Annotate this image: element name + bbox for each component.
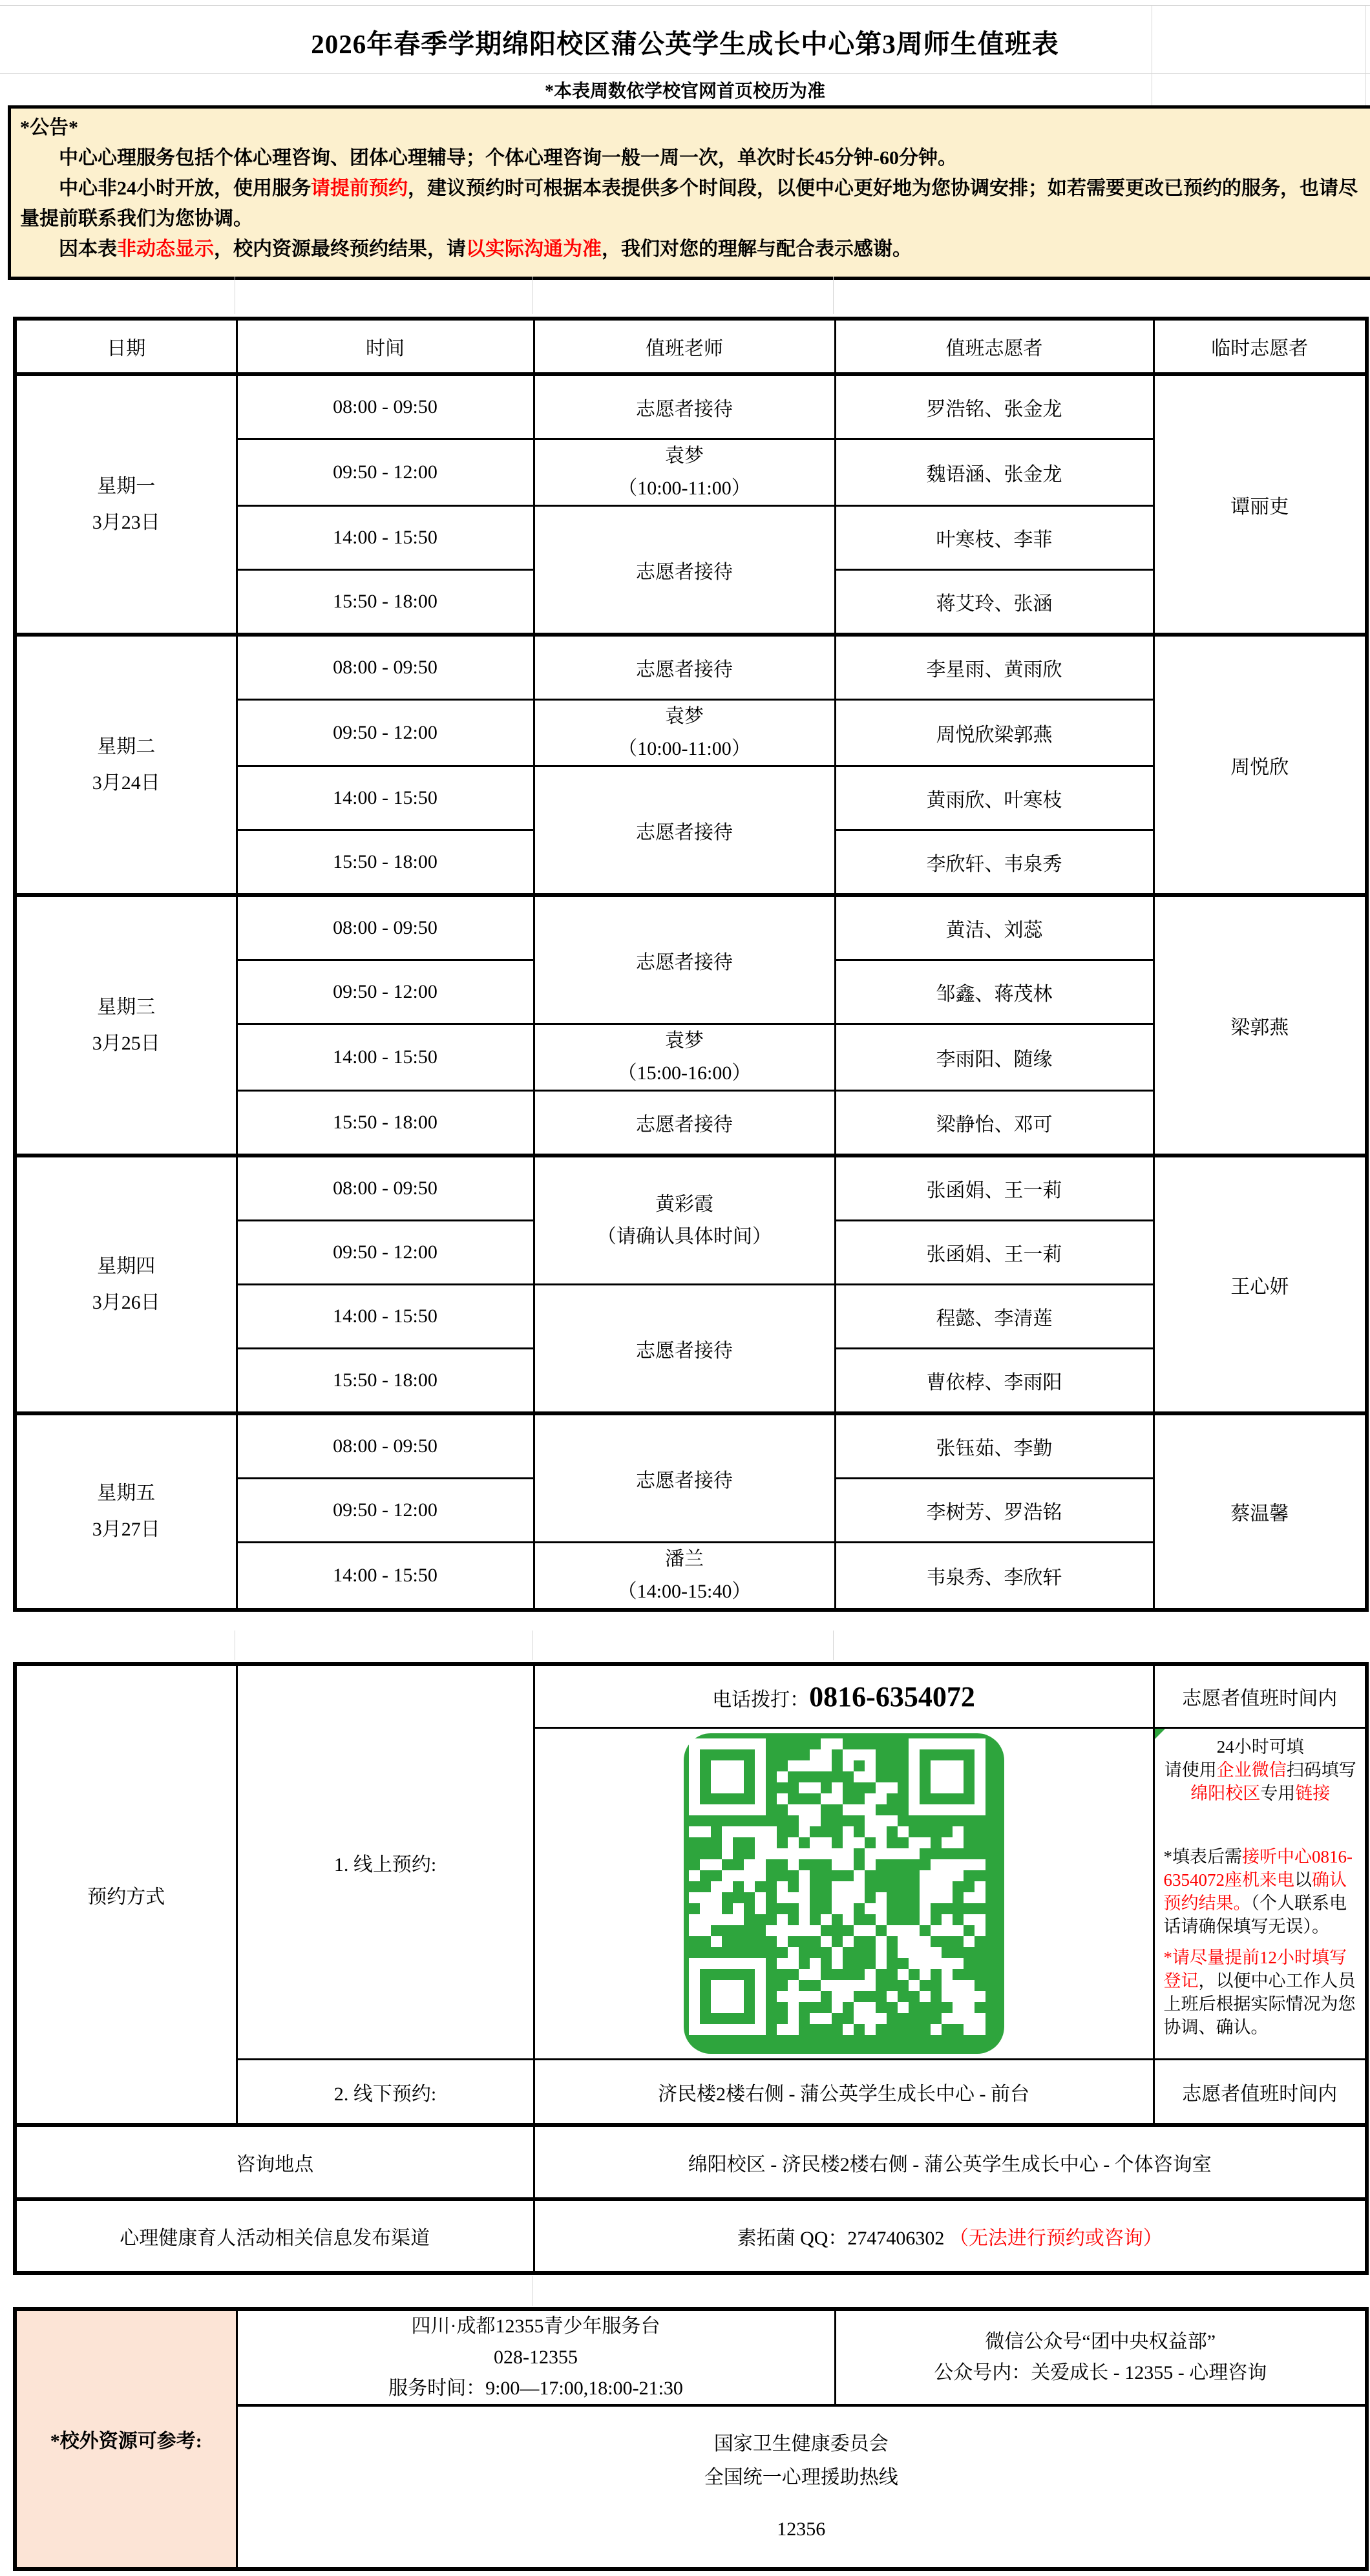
volunteer-cell: 魏语涵、张金龙: [835, 439, 1154, 506]
volunteer-cell: 罗浩铭、张金龙: [835, 374, 1154, 439]
booking-table: [13, 1662, 1369, 2275]
volunteer-cell: 周悦欣梁郭燕: [835, 700, 1154, 766]
teacher-cell: 袁梦 （10:00-11:00）: [534, 439, 835, 506]
time-cell: 08:00 - 09:50: [237, 635, 534, 700]
teacher-cell: 志愿者接待: [534, 1285, 835, 1414]
teacher-cell: 志愿者接待: [534, 506, 835, 635]
volunteer-cell: 蒋艾玲、张涵: [835, 570, 1154, 635]
volunteer-cell: 李树芳、罗浩铭: [835, 1479, 1154, 1543]
time-cell: 14:00 - 15:50: [237, 1285, 534, 1349]
qr-code-icon: [539, 1729, 1149, 2058]
teacher-cell: 志愿者接待: [534, 895, 835, 1024]
duty-time-cell: 志愿者值班时间内: [1154, 1664, 1367, 1728]
time-cell: 09:50 - 12:00: [237, 700, 534, 766]
consult-location-row: [15, 2125, 1367, 2199]
duty-schedule-table: [13, 317, 1369, 1612]
teacher-cell: 志愿者接待: [534, 635, 835, 700]
announcement-heading: *公告*: [20, 117, 78, 138]
table-header-row: [15, 319, 1367, 374]
gridline: [833, 1631, 834, 1660]
offline-location-cell: 济民楼2楼右侧 - 蒲公英学生成长中心 - 前台: [534, 2060, 1154, 2126]
day-cell-friday: 星期五 3月27日: [15, 1413, 237, 1610]
volunteer-cell: 韦泉秀、李欣轩: [835, 1543, 1154, 1610]
table-row: [15, 895, 1367, 960]
time-cell: 15:50 - 18:00: [237, 1091, 534, 1156]
wechat-account-cell: 微信公众号“团中央权益部” 公众号内：关爱成长 - 12355 - 心理咨询: [835, 2309, 1367, 2405]
consult-location-label: 咨询地点: [15, 2125, 534, 2199]
time-cell: 09:50 - 12:00: [237, 960, 534, 1024]
announcement-box: [8, 105, 1370, 280]
qr-code-cell: [534, 1728, 1154, 2060]
day-cell-tuesday: 星期二 3月24日: [15, 635, 237, 895]
volunteer-cell: 邹鑫、蒋茂林: [835, 960, 1154, 1024]
temp-volunteer-cell: 蔡温馨: [1154, 1413, 1367, 1610]
national-hotline-cell: 国家卫生健康委员会 全国统一心理援助热线 12356: [237, 2405, 1367, 2569]
teacher-cell: 黄彩霞 （请确认具体时间）: [534, 1156, 835, 1285]
teacher-cell: 袁梦 （10:00-11:00）: [534, 700, 835, 766]
info-channel-row: [15, 2199, 1367, 2273]
teacher-cell: 袁梦 （15:00-16:00）: [534, 1024, 835, 1091]
temp-volunteer-cell: 梁郭燕: [1154, 895, 1367, 1156]
sichuan-12355-cell: 四川·成都12355青少年服务台 028-12355 服务时间：9:00—17:00,18:00-21:30: [237, 2309, 835, 2405]
col-header-time: 时间: [237, 319, 534, 374]
time-cell: 08:00 - 09:50: [237, 1413, 534, 1479]
teacher-cell: 志愿者接待: [534, 1091, 835, 1156]
announcement-p3: 因本表非动态显示，校内资源最终预约结果，请以实际沟通为准，我们对您的理解与配合表示感谢。: [59, 238, 912, 260]
volunteer-cell: 张函娟、王一莉: [835, 1221, 1154, 1285]
external-resources-table: [13, 2307, 1369, 2571]
volunteer-cell: 张函娟、王一莉: [835, 1156, 1154, 1221]
volunteer-cell: 黄洁、刘蕊: [835, 895, 1154, 960]
comment-marker-icon: [1155, 1729, 1165, 1739]
time-cell: 08:00 - 09:50: [237, 374, 534, 439]
time-cell: 14:00 - 15:50: [237, 1024, 534, 1091]
phone-booking-row: [15, 1664, 1367, 1728]
time-cell: 14:00 - 15:50: [237, 766, 534, 830]
time-cell: 15:50 - 18:00: [237, 830, 534, 896]
booking-method-label: 预约方式: [15, 1664, 237, 2125]
time-cell: 15:50 - 18:00: [237, 1349, 534, 1414]
day-cell-monday: 星期一 3月23日: [15, 374, 237, 635]
time-cell: 09:50 - 12:00: [237, 1479, 534, 1543]
table-row: [15, 374, 1367, 439]
subtitle-row: [0, 74, 1370, 105]
time-cell: 09:50 - 12:00: [237, 1221, 534, 1285]
volunteer-cell: 张钰茹、李勤: [835, 1413, 1154, 1479]
volunteer-cell: 程懿、李清莲: [835, 1285, 1154, 1349]
table-row: [15, 1156, 1367, 1221]
duty-time-cell: 志愿者值班时间内: [1154, 2060, 1367, 2126]
volunteer-cell: 叶寒枝、李菲: [835, 506, 1154, 570]
table-row: [15, 635, 1367, 700]
col-header-temp-volunteer: 临时志愿者: [1154, 319, 1367, 374]
info-channel-label: 心理健康育人活动相关信息发布渠道: [15, 2199, 534, 2273]
external-row-1: [15, 2309, 1367, 2405]
announcement-p2: 中心非24小时开放，使用服务请提前预约，建议预约时可根据本表提供多个时间段，以便中心更好地为您协调安排；如若需要更改已预约的服务，也请尽量提前联系我们为您协调。: [20, 178, 1358, 229]
teacher-cell: 志愿者接待: [534, 1413, 835, 1543]
announcement-p1: 中心心理服务包括个体心理咨询、团体心理辅导；个体心理咨询一般一周一次，单次时长45分钟-60分钟。: [59, 147, 957, 169]
col-header-date: 日期: [15, 319, 237, 374]
title-row: [0, 10, 1370, 74]
gridline: [833, 277, 834, 314]
external-resources-label: *校外资源可参考:: [15, 2309, 237, 2569]
temp-volunteer-cell: 谭丽吏: [1154, 374, 1367, 635]
col-header-teacher: 值班老师: [534, 319, 835, 374]
page-subtitle: *本表周数依学校官网首页校历为准: [544, 81, 825, 101]
volunteer-cell: 李雨阳、随缘: [835, 1024, 1154, 1091]
phone-number-cell: 电话拨打：0816-6354072: [534, 1664, 1154, 1728]
time-cell: 14:00 - 15:50: [237, 1543, 534, 1610]
page-title: 2026年春季学期绵阳校区蒲公英学生成长中心第3周师生值班表: [311, 28, 1059, 59]
temp-volunteer-cell: 周悦欣: [1154, 635, 1367, 895]
teacher-cell: 潘兰 （14:00-15:40）: [534, 1543, 835, 1610]
time-cell: 08:00 - 09:50: [237, 895, 534, 960]
info-channel-value: 素拓菌 QQ：2747406302 （无法进行预约或咨询）: [534, 2199, 1367, 2273]
time-cell: 15:50 - 18:00: [237, 570, 534, 635]
volunteer-cell: 李星雨、黄雨欣: [835, 635, 1154, 700]
volunteer-cell: 李欣轩、韦泉秀: [835, 830, 1154, 896]
time-cell: 14:00 - 15:50: [237, 506, 534, 570]
col-header-volunteer: 值班志愿者: [835, 319, 1154, 374]
volunteer-cell: 黄雨欣、叶寒枝: [835, 766, 1154, 830]
gridline: [0, 5, 1370, 6]
time-cell: 09:50 - 12:00: [237, 439, 534, 506]
time-cell: 08:00 - 09:50: [237, 1156, 534, 1221]
teacher-cell: 志愿者接待: [534, 766, 835, 896]
online-booking-label: 1. 线上预约:: [237, 1664, 534, 2060]
offline-booking-label: 2. 线下预约:: [237, 2060, 534, 2126]
volunteer-cell: 曹依桲、李雨阳: [835, 1349, 1154, 1414]
consult-location-value: 绵阳校区 - 济民楼2楼右侧 - 蒲公英学生成长中心 - 个体咨询室: [534, 2125, 1367, 2199]
day-cell-wednesday: 星期三 3月25日: [15, 895, 237, 1156]
online-booking-notes: 24小时可填 请使用企业微信扫码填写绵阳校区专用链接 *填表后需接听中心0816-6354072座机来电以确认预约结果。（个人联系电话请确保填写无误）。 *请尽量提前12小时填写登记，以便中心工作人员上班后根据实际情况为您协调、确认。: [1154, 1728, 1367, 2060]
volunteer-cell: 梁静怡、邓可: [835, 1091, 1154, 1156]
day-cell-thursday: 星期四 3月26日: [15, 1156, 237, 1413]
table-row: [15, 1413, 1367, 1479]
teacher-cell: 志愿者接待: [534, 374, 835, 439]
temp-volunteer-cell: 王心妍: [1154, 1156, 1367, 1413]
